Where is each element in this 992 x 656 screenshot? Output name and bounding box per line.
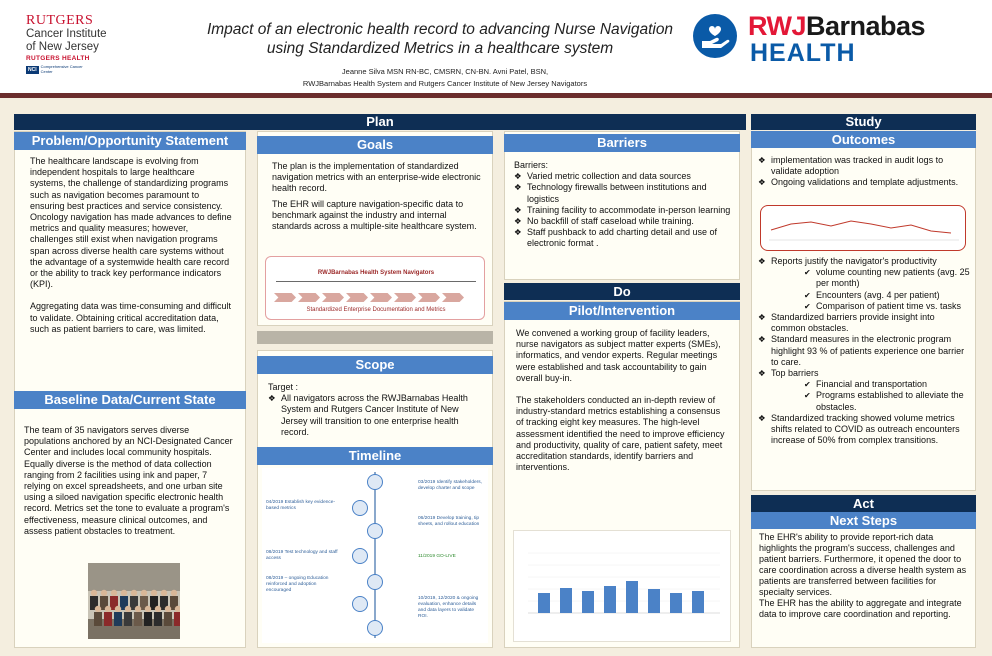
- team-group-people: [88, 563, 180, 639]
- timeline-right-3: 11/2019 GO-LIVE: [418, 554, 456, 559]
- barrier-item: ❖ Technology firewalls between institutions and logistics: [514, 182, 734, 204]
- scope-item: ❖ All navigators across the RWJBarnabas Health System and Rutgers Cancer Institute of New Jersey will transition to one enterprise health record.: [268, 393, 484, 438]
- outcome-item: ❖ Standardized tracking showed volume metrics shifts related to COVID as outreach encounters increase of 50% from complex transitions.: [758, 413, 970, 447]
- diagram-chevron: [418, 293, 440, 302]
- timeline-node: [367, 523, 383, 539]
- rutgers-sub: RUTGERS HEALTH: [26, 55, 90, 62]
- outcomes-heading: Outcomes: [751, 131, 976, 148]
- next-steps-paragraph-2: The EHR has the ability to aggregate and integrate data to improve care coordination and reporting.: [759, 598, 962, 619]
- outcome-item: ❖ Standard measures in the electronic program highlight 93 % of patients experience one barrier to care.: [758, 334, 970, 368]
- check-item: ✔ volume counting new patients (avg. 25 per month): [804, 267, 970, 289]
- rwj-health-wordmark: HEALTH: [750, 39, 856, 67]
- timeline-right-4: 10/2019, 12/2020 & ongoing evaluation, enhance details and data layers to validate ROI.: [418, 596, 479, 619]
- scope-target-label: Target :: [268, 382, 299, 392]
- outcomes-productivity: [758, 256, 970, 267]
- next-steps-heading: Next Steps: [751, 512, 976, 529]
- diagram-title: RWJBarnabas Health System Navigators: [317, 270, 435, 276]
- timeline-right-1: 03/2019 Identify stakeholders, develop charter and scope: [418, 480, 483, 491]
- photo-person-head: [105, 606, 111, 612]
- nci-badge: [26, 65, 136, 74]
- photo-person-body: [134, 612, 142, 626]
- poster-title-line2: using Standardized Metrics in a healthcare system: [266, 40, 614, 57]
- photo-person-head: [165, 606, 171, 612]
- problem-heading: Problem/Opportunity Statement: [14, 132, 246, 150]
- rutgers-line2: of New Jersey: [26, 40, 99, 53]
- nci-label: NCI: [28, 66, 37, 73]
- timeline-diagram: [262, 468, 488, 643]
- study-banner: Study: [751, 114, 976, 130]
- barrier-item: ❖ Staff pushback to add charting detail and use of electronic format .: [514, 227, 734, 249]
- photo-person-body: [164, 612, 172, 626]
- timeline-left-1: 04/2019 Establish key evidence-based metrics: [266, 500, 336, 511]
- photo-person-head: [115, 606, 121, 612]
- barriers-intro: Barriers:: [514, 160, 549, 170]
- baseline-body: [24, 425, 236, 548]
- rwj-part1: RWJ: [748, 11, 807, 41]
- photo-person-head: [141, 590, 147, 596]
- pilot-body: [516, 328, 728, 484]
- check-item: ✔ Programs established to alleviate the obstacles.: [804, 390, 970, 412]
- photo-person-head: [161, 590, 167, 596]
- scope-heading: Scope: [257, 356, 493, 374]
- photo-person-head: [91, 590, 97, 596]
- diagram-chevron: [442, 293, 464, 302]
- diagram-chevron: [346, 293, 368, 302]
- pilot-heading: Pilot/Intervention: [504, 302, 740, 320]
- rutgers-line1: Cancer Institute: [26, 28, 107, 40]
- photo-person-head: [131, 590, 137, 596]
- timeline-heading: Timeline: [257, 447, 493, 465]
- photo-person-body: [174, 612, 180, 626]
- diagram-chevron: [298, 293, 320, 302]
- photo-person-body: [94, 612, 102, 626]
- outcome-item: ❖ Top barriers: [758, 368, 970, 379]
- productivity-checks: [804, 267, 970, 312]
- rwj-hand-heart-icon: [693, 14, 737, 58]
- photo-person-body: [114, 612, 122, 626]
- diagram-chevron: [274, 293, 296, 302]
- audit-log-line-chart: [760, 205, 966, 251]
- photo-person-head: [151, 590, 157, 596]
- photo-person-head: [171, 590, 177, 596]
- diagram-chevron-row: [274, 293, 464, 302]
- plan-banner: Plan: [14, 114, 746, 130]
- outcomes-bottom: [758, 256, 970, 446]
- photo-person-head: [155, 606, 161, 612]
- photo-person-head: [125, 606, 131, 612]
- outcomes-list-a: [758, 155, 970, 189]
- do-banner: Do: [504, 283, 740, 300]
- problem-paragraph-2: Aggregating data was time-consuming and difficult to validate. Obtaining critical accreditation data, such as patient barriers to care, was limited.: [30, 301, 231, 334]
- barrier-item: ❖ No backfill of staff caseload while training.: [514, 216, 734, 227]
- baseline-paragraph-1: The team of 35 navigators serves diverse populations anchored by an NCI-Designated Cancer Center and includes local community hospitals. Equally diverse is the method of data collection ranging from 2 facilities using ink and paper, 7 relying on excel spreadsheets, and one urban site using a siloed navigation specific electronic health record. Metrics set the tone to evaluate a program's effectiveness, measure clinical outcomes, and assess patient obstacles to treatment.: [24, 425, 233, 536]
- metrics-bar-chart: [513, 530, 731, 642]
- nci-text: Comprehensive Cancer Center: [40, 64, 83, 74]
- problem-paragraph-1: The healthcare landscape is evolving from independent hospitals to large healthcare systems, the challenge of standardizing programs such as navigation becomes paramount to ensuring best practices and service consistency. Oncology navigation has made advances to define metrics and quality measures; however, challenges still exist when navigation programs span across diverse health care systems without the advantage of a systemwide health care record or the ability to track key performance indicators (KPI).: [30, 156, 232, 290]
- goals-heading: Goals: [257, 136, 493, 154]
- goals-paragraph-2: The EHR will capture navigation-specific data to benchmark against the industry and internal standards across a multiple-site healthcare system.: [272, 198, 477, 232]
- barrier-item: ❖ Training facility to accommodate in-person learning: [514, 205, 734, 216]
- diagram-footer: Standardized Enterprise Documentation and Metrics: [306, 307, 446, 313]
- rutgers-brand: RUTGERS: [26, 13, 94, 28]
- next-steps-paragraph-1: The EHR's ability to provide report-rich data highlights the program's success, challenges and patient barriers. Furthermore, it opened the door to care coordination across a diverse health system as patients are transferred between facilities for specialty services.: [759, 532, 967, 597]
- rwjbarnabas-wordmark: [748, 13, 925, 40]
- photo-person-head: [101, 590, 107, 596]
- outcome-item: ❖ implementation was tracked in audit logs to validate adoption: [758, 155, 970, 177]
- barrier-checks: [804, 379, 970, 413]
- photo-person-body: [144, 612, 152, 626]
- metrics-bar-chart-graphic: [514, 531, 730, 641]
- authors-line1: Jeanne Silva MSN RN-BC, CMSRN, CN-BN. Avni Patel, BSN,: [341, 67, 549, 76]
- baseline-heading: Baseline Data/Current State: [14, 391, 246, 409]
- check-item: ✔ Financial and transportation: [804, 379, 970, 390]
- timeline-left-3: 08/2019 – ongoing Education reinforced and adoption encouraged: [266, 576, 329, 593]
- rwj-part2: Barnabas: [806, 11, 926, 41]
- timeline-right-2: 06/2019 Develop training, tip sheets, and rollout education: [418, 516, 480, 527]
- outcomes-top: [758, 155, 970, 189]
- timeline-node: [367, 620, 383, 636]
- photo-person-head: [111, 590, 117, 596]
- outcomes-list-b: [758, 312, 970, 379]
- photo-person-head: [135, 606, 141, 612]
- audit-log-line-chart-graphic: [761, 206, 965, 250]
- photo-person-body: [104, 612, 112, 626]
- diagram-chevron: [322, 293, 344, 302]
- scope-body: [268, 382, 484, 438]
- check-item: ✔ Encounters (avg. 4 per patient): [804, 290, 970, 301]
- timeline-node: [352, 548, 368, 564]
- timeline-node: [367, 474, 383, 490]
- photo-person-head: [95, 606, 101, 612]
- outcome-item: ❖ Standardized barriers provide insight into common obstacles.: [758, 312, 970, 334]
- goals-body: [272, 161, 482, 243]
- photo-person-head: [145, 606, 151, 612]
- outcome-item: ❖ Ongoing validations and template adjustments.: [758, 177, 970, 188]
- barriers-body: [514, 160, 734, 250]
- diagram-chevron: [370, 293, 392, 302]
- barrier-item: ❖ Varied metric collection and data sources: [514, 171, 734, 182]
- act-banner: Act: [751, 495, 976, 512]
- diagram-timeline-line: [276, 281, 476, 282]
- photo-person-body: [124, 612, 132, 626]
- poster-title: [195, 20, 685, 58]
- pilot-paragraph-1: We convened a working group of facility leaders, nurse navigators as subject matter experts (SMEs), informatics, and vendor experts. Regular meetings were established and task accountability to gain overall buy-in.: [516, 328, 721, 383]
- outcomes-list-c: [758, 413, 970, 447]
- photo-person-head: [121, 590, 127, 596]
- navigation-metrics-diagram: [265, 256, 485, 320]
- timeline-node: [352, 596, 368, 612]
- goals-paragraph-1: The plan is the implementation of standardized navigation metrics with an enterprise-wide electronic health record.: [272, 161, 481, 194]
- barriers-list: [514, 171, 734, 249]
- poster-title-line1: Impact of an electronic health record to advancing Nurse Navigation: [206, 21, 674, 38]
- scope-list: [268, 393, 484, 438]
- timeline-left-2: 08/2019 Test technology and staff access: [266, 550, 338, 561]
- authors-line2: RWJBarnabas Health System and Rutgers Cancer Institute of New Jersey Navigators: [302, 79, 588, 88]
- barriers-heading: Barriers: [504, 134, 740, 152]
- diagram-chevron: [394, 293, 416, 302]
- pilot-paragraph-2: The stakeholders conducted an in-depth review of industry-standard metrics establishing a consensus of tracking eight key measures. The high-level assessment identified the need to improve efficiency and productivity, quality of care, patient safety, meet accreditation standards, identify barriers and interventions.: [516, 395, 725, 473]
- timeline-spine: [374, 472, 376, 638]
- next-steps-body: [759, 532, 971, 620]
- problem-body: [30, 156, 232, 346]
- check-item: ✔ Comparison of patient time vs. tasks: [804, 301, 970, 312]
- column-2-divider: [257, 331, 493, 344]
- rutgers-logo: [26, 14, 136, 88]
- timeline-node: [367, 574, 383, 590]
- poster-authors: [240, 66, 650, 90]
- timeline-node: [352, 500, 368, 516]
- outcome-item: ❖ Reports justify the navigator's productivity: [758, 256, 970, 267]
- photo-person-body: [154, 612, 162, 626]
